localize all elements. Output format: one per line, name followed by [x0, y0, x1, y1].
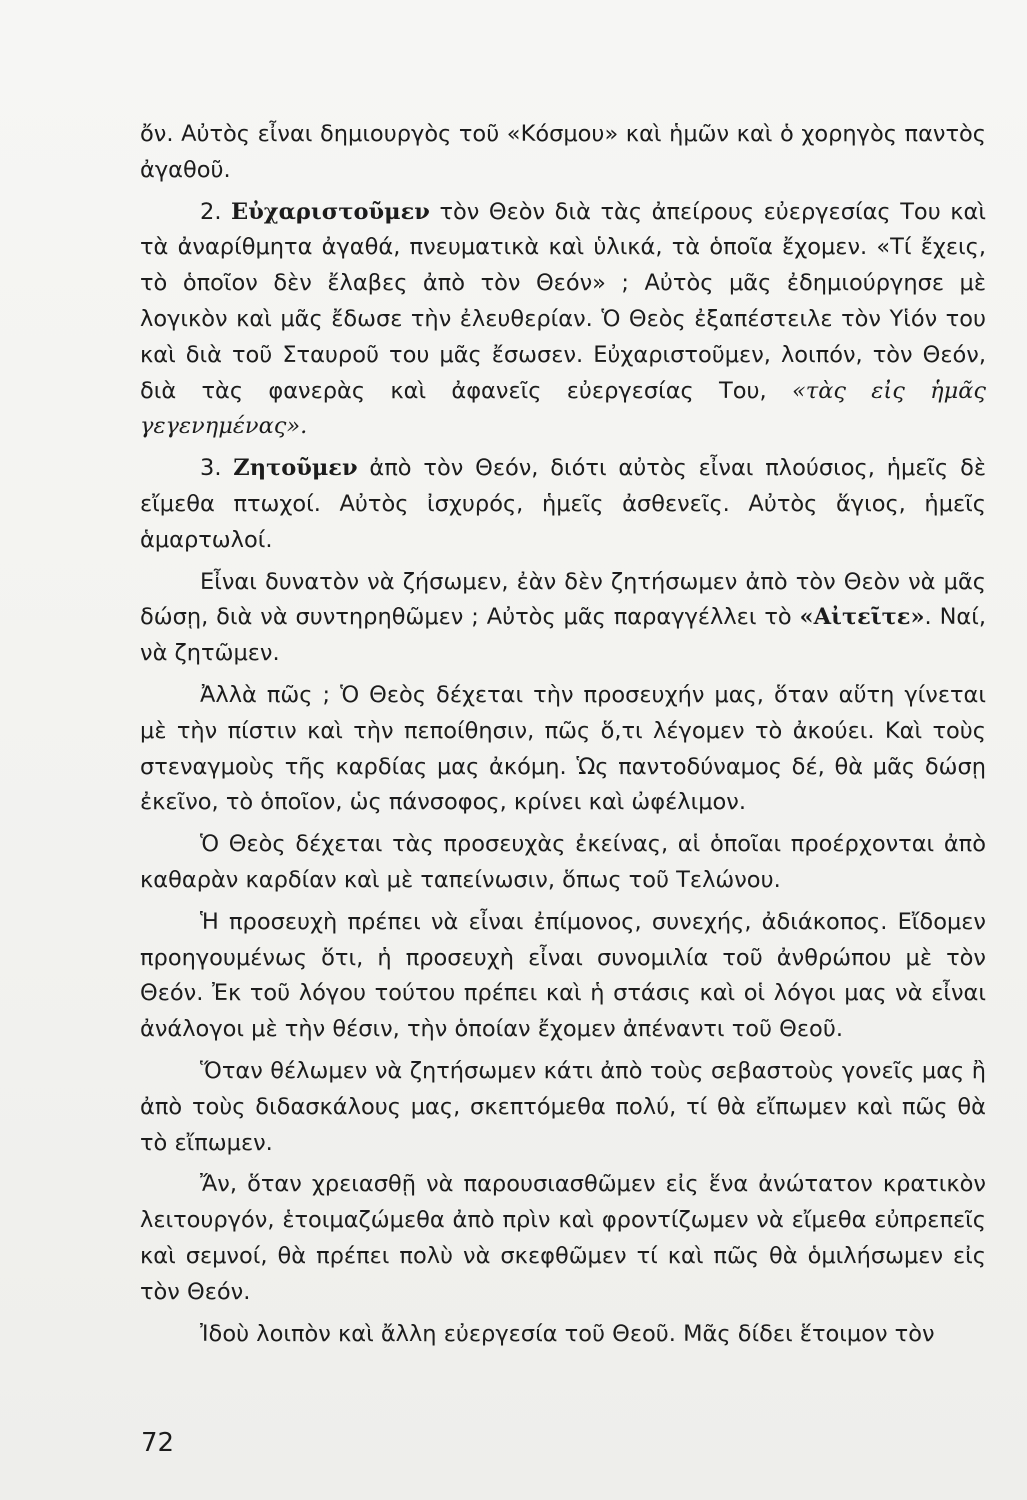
paragraph-1-text: ὄν. Αὐτὸς εἶναι δημιουργὸς τοῦ «Κόσμου» καὶ ἡμῶν καὶ ὁ χορηγὸς παντὸς ἀγαθοῦ.: [140, 121, 986, 183]
paragraph-9: [140, 1167, 986, 1310]
paragraph-4-keyword: «Αἰτεῖτε»: [799, 604, 925, 631]
paragraph-8: [140, 1054, 986, 1161]
body-text: [140, 117, 986, 1358]
paragraph-7-text: Ἡ προσευχὴ πρέπει νὰ εἶναι ἐπίμονος, συνεχής, ἀδιάκοπος. Εἴδομεν προηγουμένως ὅτι, ἡ προσευχὴ εἶναι συνομιλία τοῦ ἀνθρώπου μὲ τὸν Θεόν. Ἐκ τοῦ λόγου τούτου πρέπει καὶ ἡ στάσις καὶ οἱ λόγοι μας νὰ εἶναι ἀνάλογοι μὲ τὴν θέσιν, τὴν ὁποίαν ἔχομεν ἀπέναντι τοῦ Θεοῦ.: [140, 908, 986, 1043]
paragraph-2-number: 2.: [200, 198, 232, 225]
paragraph-2-text: τὸν Θεὸν διὰ τὰς ἀπείρους εὐεργεσίας Του καὶ τὰ ἀναρίθμητα ἀγαθά, πνευματικὰ καὶ ὑλικά, τὰ ὁποῖα ἔχομεν. «Τί ἔχεις, τὸ ὁποῖον δὲν ἔλαβες ἀπὸ τὸν Θεόν» ; Αὐτὸς μᾶς ἐδημιούργησε μὲ λογικὸν καὶ μᾶς ἔδωσε τὴν ἐλευθερίαν. Ὁ Θεὸς ἐξαπέστειλε τὸν Υἱόν του καὶ διὰ τοῦ Σταυροῦ του μᾶς ἔσωσεν. Εὐχαριστοῦμεν, λοιπόν, τὸν Θεόν, διὰ τὰς φανερὰς καὶ ἀφανεῖς εὐεργεσίας Του,: [140, 198, 986, 404]
paragraph-4-text-a: Εἶναι δυνατὸν νὰ ζήσωμεν, ἐὰν δὲν ζητήσωμεν ἀπὸ τὸν Θεὸν νὰ μᾶς δώσῃ, διὰ νὰ συντηρηθῶμεν ; Αὐτὸς μᾶς παραγγέλλει τὸ: [140, 568, 986, 631]
paragraph-2: [140, 195, 986, 446]
paragraph-9-text: Ἄν, ὅταν χρειασθῇ νὰ παρουσιασθῶμεν εἰς ἕνα ἀνώτατον κρατικὸν λειτουργόν, ἑτοιμαζώμεθα ἀπὸ πρὶν καὶ φροντίζωμεν νὰ εἴμεθα εὐπρεπεῖς καὶ σεμνοί, θὰ πρέπει πολὺ νὰ σκεφθῶμεν τί καὶ πῶς θὰ ὁμιλήσωμεν εἰς τὸν Θεόν.: [140, 1171, 986, 1305]
paragraph-8-text: Ὅταν θέλωμεν νὰ ζητήσωμεν κάτι ἀπὸ τοὺς σεβαστοὺς γονεῖς μας ἢ ἀπὸ τοὺς διδασκάλους μας, σκεπτόμεθα πολύ, τί θὰ εἴπωμεν καὶ πῶς θὰ τὸ εἴπωμεν.: [140, 1057, 986, 1156]
paragraph-1: [140, 117, 986, 189]
paragraph-6-text: Ὁ Θεὸς δέχεται τὰς προσευχὰς ἐκείνας, αἱ ὁποῖαι προέρχονται ἀπὸ καθαρὰν καρδίαν καὶ μὲ ταπείνωσιν, ὅπως τοῦ Τελώνου.: [140, 831, 986, 893]
paragraph-3-keyword: Ζητοῦμεν: [233, 455, 358, 482]
paragraph-10: [140, 1317, 986, 1353]
paragraph-5-text: Ἀλλὰ πῶς ; Ὁ Θεὸς δέχεται τὴν προσευχήν μας, ὅταν αὕτη γίνεται μὲ τὴν πίστιν καὶ τὴν πεποίθησιν, πῶς ὅ,τι λέγομεν τὸ ἀκούει. Καὶ τοὺς στεναγμοὺς τῆς καρδίας μας ἀκόμη. Ὡς παντοδύναμος δέ, θὰ μᾶς δώσῃ ἐκεῖνο, τὸ ὁποῖον, ὡς πάνσοφος, κρίνει καὶ ὠφέλιμον.: [140, 681, 986, 816]
paragraph-4-text-b: . Ναί, νὰ ζητῶμεν.: [140, 604, 986, 667]
paragraph-3-number: 3.: [200, 455, 234, 482]
paragraph-6: [140, 827, 986, 899]
paragraph-3: [140, 451, 986, 558]
paragraph-10-text: Ἰδοὺ λοιπὸν καὶ ἄλλη εὐεργεσία τοῦ Θεοῦ. Μᾶς δίδει ἕτοιμον τὸν: [200, 1320, 935, 1347]
paragraph-2-quote: «τὰς εἰς ἡμᾶς γεγενημένας».: [140, 377, 986, 440]
paragraph-4: [140, 565, 986, 672]
paragraph-3-text: ἀπὸ τὸν Θεόν, διότι αὐτὸς εἶναι πλούσιος, ἡμεῖς δὲ εἴμεθα πτωχοί. Αὐτὸς ἰσχυρός, ἡμεῖς ἀσθενεῖς. Αὐτὸς ἅγιος, ἡμεῖς ἁμαρτωλοί.: [140, 455, 986, 553]
paragraph-2-keyword: Εὐχαριστοῦμεν: [231, 198, 430, 225]
paragraph-7: [140, 905, 986, 1048]
page-number: 72: [141, 1428, 175, 1458]
paragraph-5: [140, 678, 986, 821]
